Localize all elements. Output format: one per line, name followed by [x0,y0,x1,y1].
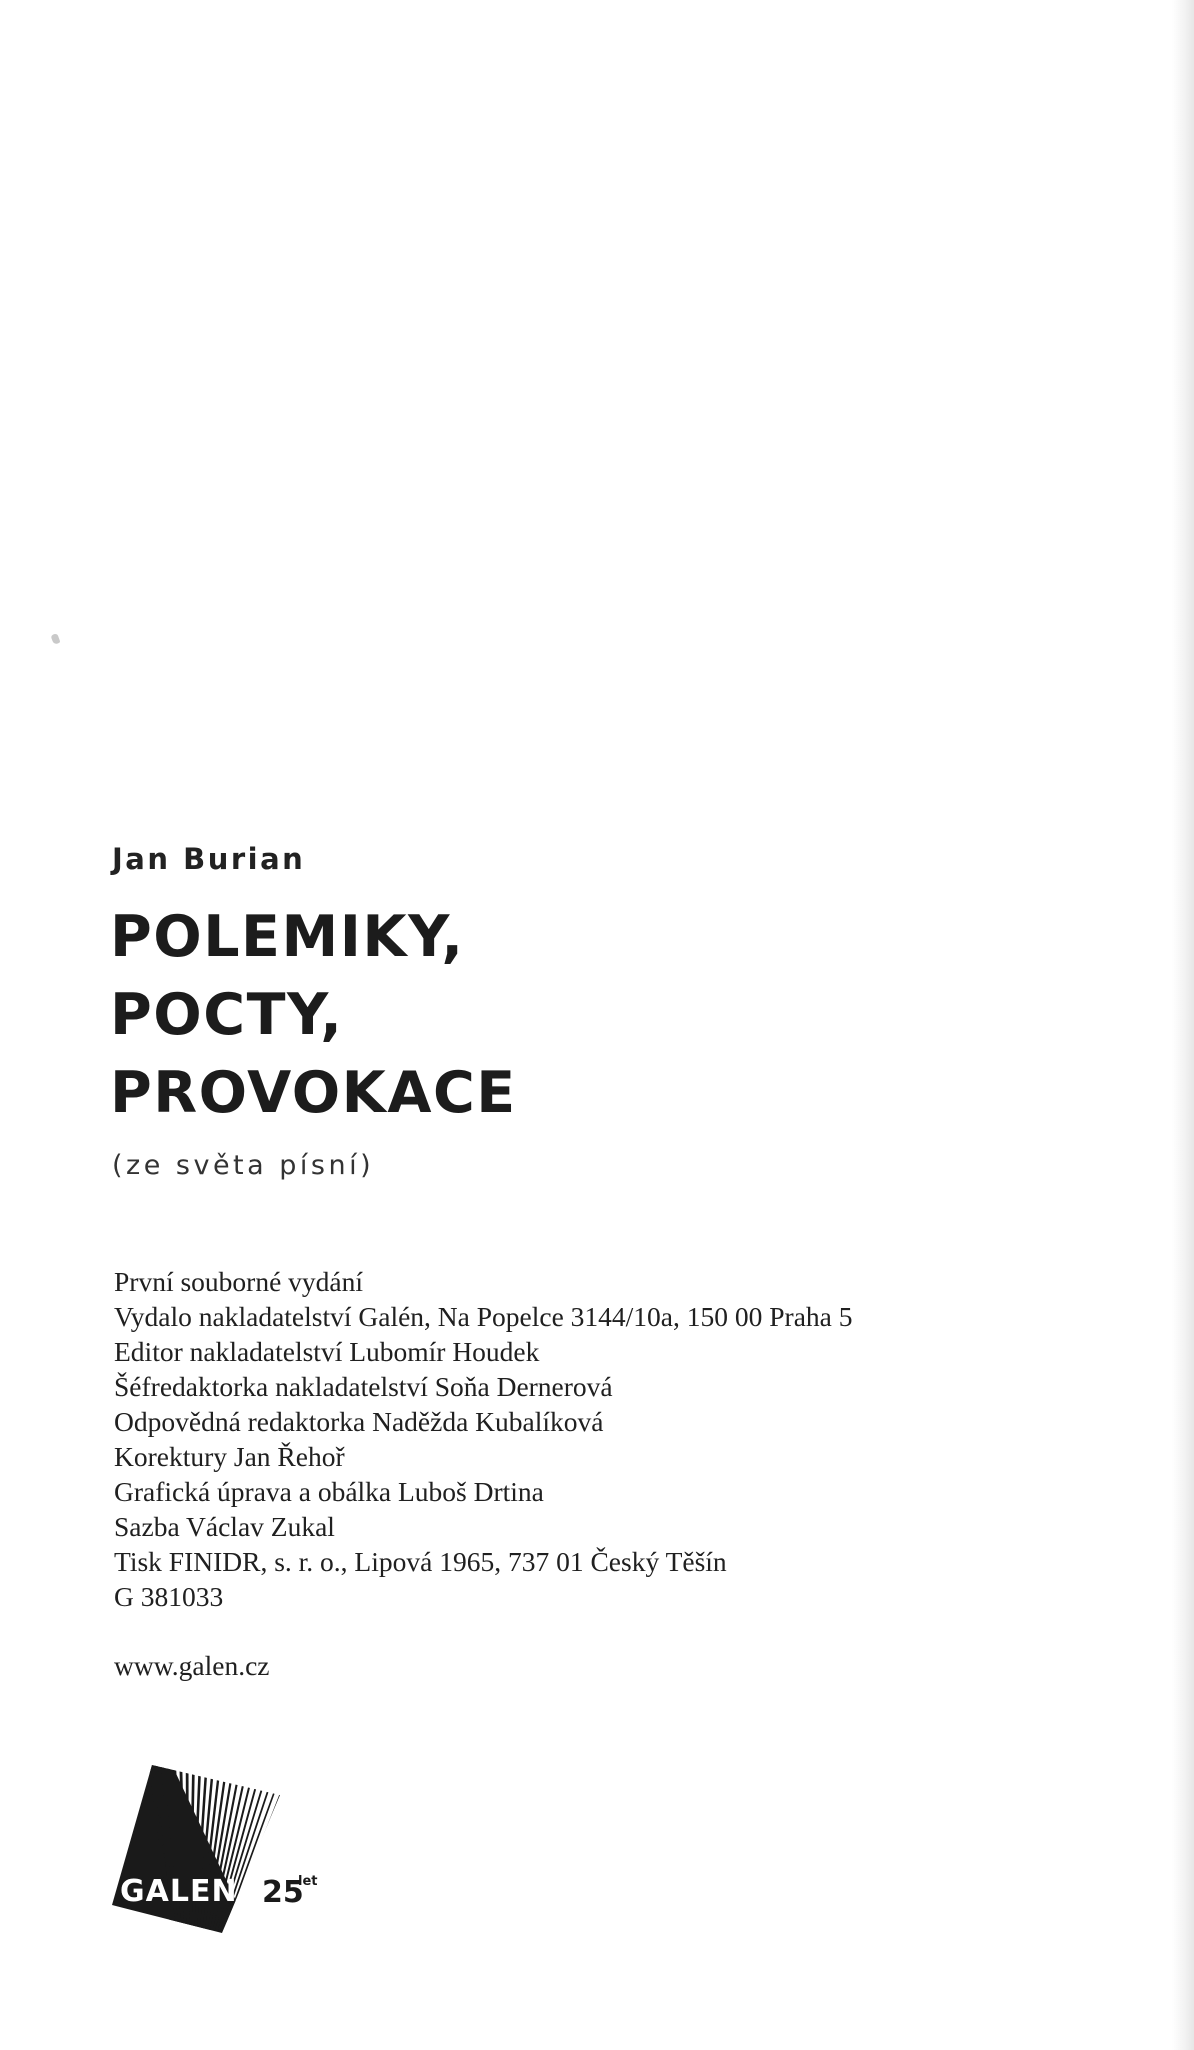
page-edge-shadow [1172,0,1194,2050]
title-line-1: POLEMIKY, [110,904,465,970]
imprint-responsible-editor: Odpovědná redaktorka Naděžda Kubalíková [114,1406,604,1437]
logo-stripe [222,1792,268,1930]
book-title [110,898,517,1132]
imprint-chief-editor: Šéfredaktorka nakladatelství Soňa Dernerová [114,1371,613,1402]
book-subtitle: (ze světa písní) [112,1150,375,1181]
galen-logo [112,1765,342,1935]
imprint-proofreading: Korektury Jan Řehoř [114,1441,345,1472]
imprint-editor: Editor nakladatelství Lubomír Houdek [114,1336,540,1367]
logo-stripes [112,1765,280,1935]
logo-wordmark: GALEN [120,1874,238,1909]
logo-anniversary-number: 25 [262,1875,304,1910]
imprint-design: Grafická úprava a obálka Luboš Drtina [114,1476,544,1507]
title-line-3: PROVOKACE [110,1060,517,1126]
paper-speck [51,633,61,645]
imprint-publisher: Vydalo nakladatelství Galén, Na Popelce 3144/10a, 150 00 Praha 5 [114,1301,853,1332]
logo-anniversary-suffix: let [298,1874,318,1889]
author-name: Jan Burian [112,842,306,876]
imprint-printing: Tisk FINIDR, s. r. o., Lipová 1965, 737 01 Český Těšín [114,1546,727,1577]
publisher-website: www.galen.cz [114,1650,270,1681]
imprint-code: G 381033 [114,1581,224,1612]
imprint-block [114,1264,853,1614]
imprint-edition: První souborné vydání [114,1266,364,1297]
title-line-2: POCTY, [110,982,344,1048]
imprint-typesetting: Sazba Václav Zukal [114,1511,335,1542]
